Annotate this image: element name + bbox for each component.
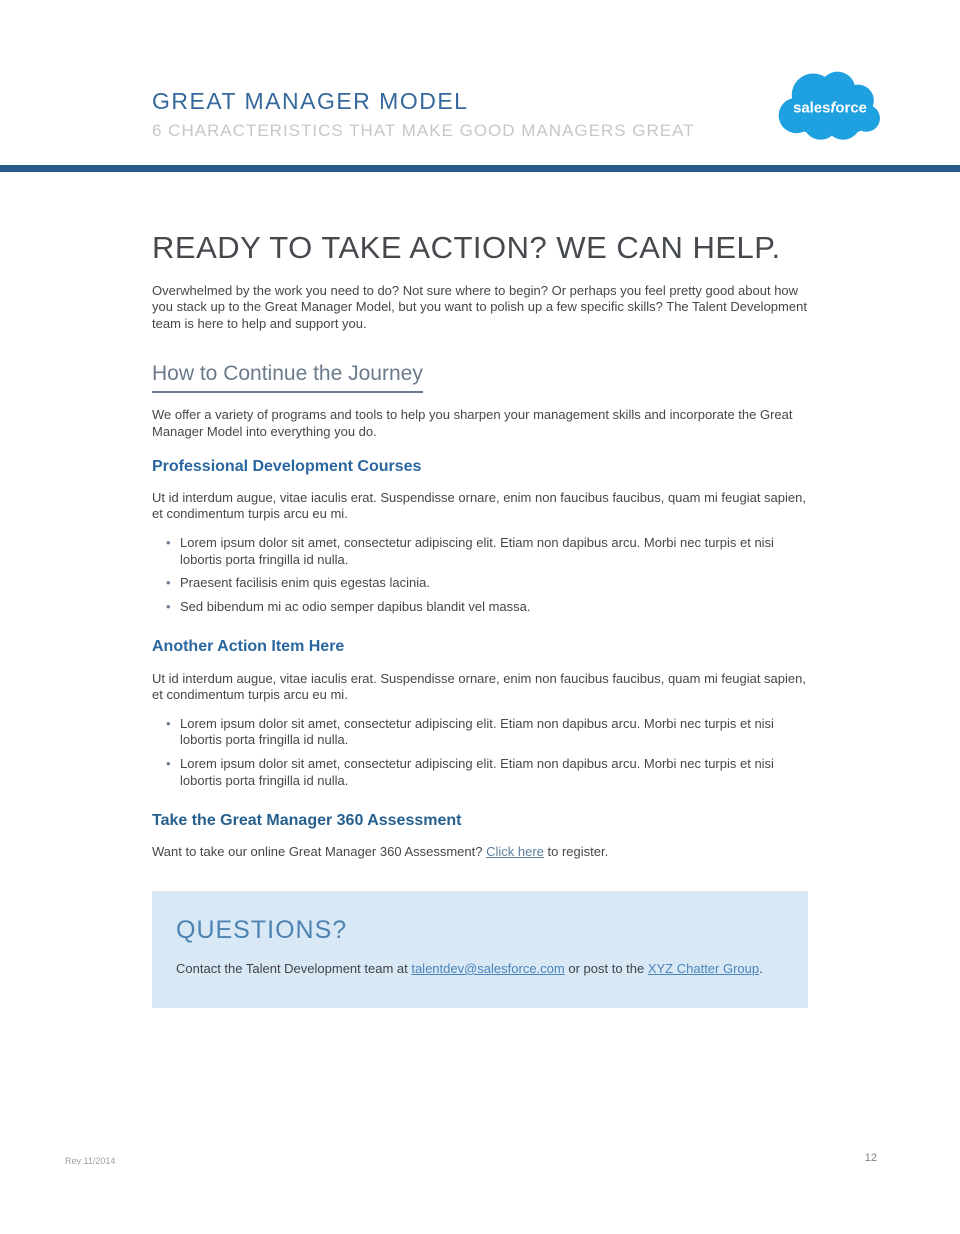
list-item: • Praesent facilisis enim quis egestas lacinia. [180, 575, 808, 592]
bullet-list [152, 716, 808, 789]
section-another-action-item [152, 637, 808, 789]
questions-paragraph [176, 961, 784, 978]
list-item: • Lorem ipsum dolor sit amet, consectetur adipiscing elit. Etiam non dapibus arcu. Morbi nec turpis et nisi lobortis porta fringilla id nulla. [180, 535, 808, 568]
footer-revision: Rev 11/2014 [65, 1156, 116, 1166]
questions-text-middle: or post to the [564, 960, 648, 976]
assessment-heading: Take the Great Manager 360 Assessment [152, 812, 462, 830]
section-professional-development [152, 457, 808, 616]
salesforce-logo-text: salesforce [793, 99, 867, 117]
header-divider [0, 165, 960, 172]
assessment-text-before: Want to take our online Great Manager 360 Assessment? [152, 844, 487, 860]
section-heading: Professional Development Courses [152, 457, 422, 475]
section-paragraph: Ut id interdum augue, vitae iaculis erat. Suspendisse ornare, enim non faucibus faucibus, quam mi feugiat sapien, et condimentum turpis arcu eu mi. [152, 489, 806, 522]
list-item: • Lorem ipsum dolor sit amet, consectetur adipiscing elit. Etiam non dapibus arcu. Morbi nec turpis et nisi lobortis porta fringilla id nulla. [180, 716, 808, 749]
questions-heading: QUESTIONS? [176, 915, 348, 944]
main-heading: READY TO TAKE ACTION? WE CAN HELP. [152, 230, 781, 265]
email-link[interactable]: talentdev@salesforce.com [411, 960, 565, 976]
chatter-group-link[interactable]: XYZ Chatter Group [647, 960, 760, 976]
journey-paragraph: We offer a variety of programs and tools to help you sharpen your management skills and incorporate the Great Manager Model into everything you do. [152, 407, 793, 440]
salesforce-cloud-icon [774, 62, 886, 154]
questions-text-before: Contact the Talent Development team at [176, 960, 412, 976]
intro-paragraph: Overwhelmed by the work you need to do? Not sure where to begin? Or perhaps you feel pretty good about how you stack up to the Great Manager Model, but you want to polish up a few specific skills? The Talent Development team is here to help and support you. [152, 282, 807, 331]
page-title: GREAT MANAGER MODEL [152, 88, 469, 114]
journey-section [152, 362, 808, 440]
questions-box [152, 891, 808, 1008]
section-paragraph: Ut id interdum augue, vitae iaculis erat. Suspendisse ornare, enim non faucibus faucibus, quam mi feugiat sapien, et condimentum turpis arcu eu mi. [152, 670, 806, 703]
assessment-text-after: to register. [543, 844, 609, 860]
page-subtitle: 6 CHARACTERISTICS THAT MAKE GOOD MANAGERS GREAT [152, 121, 695, 140]
list-item: • Lorem ipsum dolor sit amet, consectetur adipiscing elit. Etiam non dapibus arcu. Morbi nec turpis et nisi lobortis porta fringilla id nulla. [180, 756, 808, 789]
section-assessment [152, 811, 808, 861]
click-here-link[interactable]: Click here [486, 844, 544, 860]
journey-heading: How to Continue the Journey [152, 362, 423, 393]
main-content [152, 232, 808, 1008]
salesforce-logo [774, 62, 886, 154]
section-heading: Another Action Item Here [152, 638, 345, 656]
assessment-paragraph [152, 844, 808, 861]
footer-page-number: 12 [864, 1152, 877, 1164]
list-item: • Sed bibendum mi ac odio semper dapibus blandit vel massa. [180, 599, 808, 616]
questions-text-end: . [759, 960, 763, 976]
bullet-list [152, 535, 808, 615]
